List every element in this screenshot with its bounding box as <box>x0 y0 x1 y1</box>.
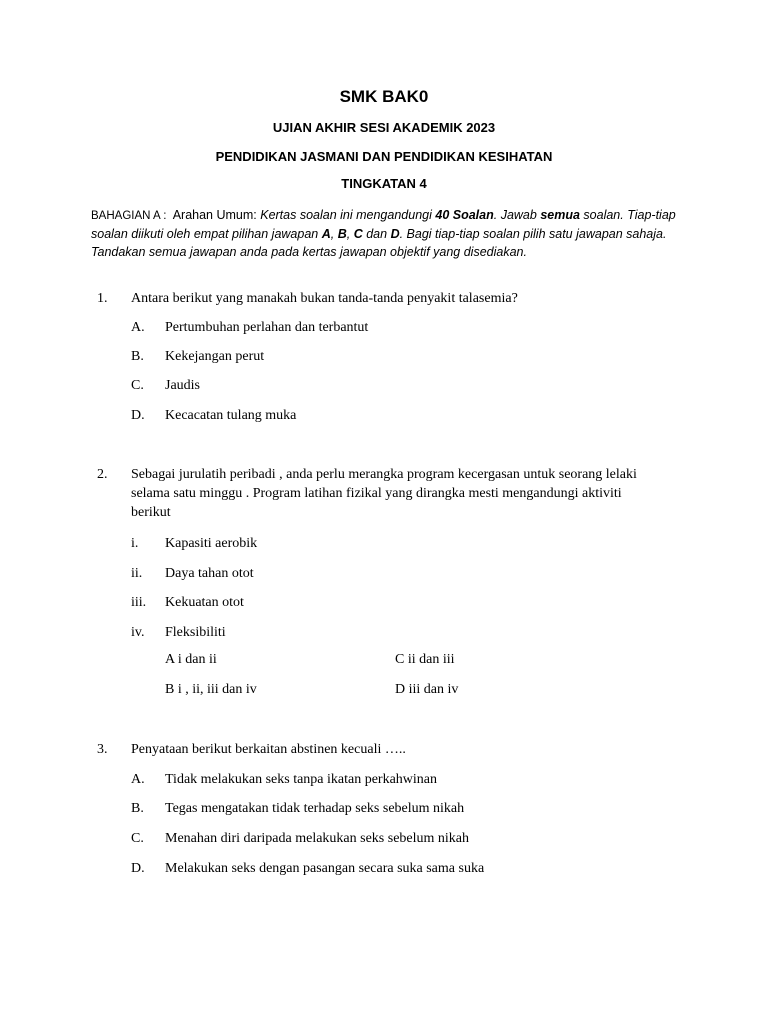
item-label: i. <box>131 536 139 551</box>
question-number: 2. <box>97 467 108 482</box>
answer-c: C ii dan iii <box>395 652 455 667</box>
part-label: BAHAGIAN A : <box>91 210 167 222</box>
option-text: Kekejangan perut <box>165 349 265 364</box>
option-text: Kecacatan tulang muka <box>165 408 297 423</box>
instruction-text-3: soalan. Tiap-tiap soalan diikuti oleh empat pilihan jawapan <box>91 208 676 241</box>
option-label: B. <box>131 801 144 816</box>
option-label: D. <box>131 408 145 423</box>
comma-2: , <box>346 227 351 241</box>
answer-b: B i , ii, iii dan iv <box>165 682 257 697</box>
instruction-text-4: . Bagi tiap-tiap soalan pilih satu jawapan sahaja. Tandakan semua jawapan anda pada kertas jawapan objektif yang disediakan. <box>91 227 667 259</box>
instruction-text-1: Kertas soalan ini mengandungi <box>260 208 432 222</box>
option-label: B. <box>131 349 144 364</box>
option-text: Tidak melakukan seks tanpa ikatan perkahwinan <box>165 772 438 787</box>
option-label: A. <box>131 772 145 787</box>
school-title: SMK BAK0 <box>339 87 429 106</box>
item-label: ii. <box>131 566 143 581</box>
comma-1: , <box>330 227 335 241</box>
exam-title: UJIAN AKHIR SESI AKADEMIK 2023 <box>272 120 496 135</box>
question-number: 3. <box>97 742 108 757</box>
item-text: Kekuatan otot <box>165 595 244 610</box>
question-text: Sebagai jurulatih peribadi , anda perlu merangka program kecergasan untuk seorang lelaki selama satu minggu . Program latihan fizikal yang dirangka mesti mengandungi aktiviti berikut <box>131 467 637 520</box>
question-text: Antara berikut yang manakah bukan tanda-tanda penyakit talasemia? <box>131 291 518 306</box>
option-text: Pertumbuhan perlahan dan terbantut <box>165 320 369 335</box>
choice-b: B <box>337 227 347 241</box>
instruction-and: dan <box>366 227 388 241</box>
option-label: A. <box>131 320 145 335</box>
answer-a: A i dan ii <box>165 652 217 667</box>
item-text: Kapasiti aerobik <box>165 536 258 551</box>
instruction-text-2: . Jawab <box>493 208 537 222</box>
option-label: D. <box>131 861 145 876</box>
option-label: C. <box>131 831 144 846</box>
question-text: Penyataan berikut berkaitan abstinen kecuali ….. <box>131 742 406 757</box>
instructions <box>91 206 681 261</box>
option-text: Jaudis <box>165 378 200 393</box>
answer-d: D iii dan iv <box>395 682 459 697</box>
option-text: Tegas mengatakan tidak terhadap seks sebelum nikah <box>165 801 465 816</box>
item-text: Fleksibiliti <box>165 625 226 640</box>
subject-title: PENDIDIKAN JASMANI DAN PENDIDIKAN KESIHATAN <box>215 149 553 164</box>
option-text: Melakukan seks dengan pasangan secara suka sama suka <box>165 861 485 876</box>
level-title: TINGKATAN 4 <box>341 176 427 191</box>
option-label: C. <box>131 378 144 393</box>
item-text: Daya tahan otot <box>165 566 254 581</box>
question-count: 40 Soalan <box>435 208 494 222</box>
choice-d: D <box>390 227 400 241</box>
item-label: iv. <box>131 625 145 640</box>
choice-a: A <box>321 227 331 241</box>
instruction-all: semua <box>540 208 580 222</box>
option-text: Menahan diri daripada melakukan seks sebelum nikah <box>165 831 470 846</box>
choice-c: C <box>353 227 363 241</box>
question-number: 1. <box>97 291 108 306</box>
item-label: iii. <box>131 595 147 610</box>
instruction-lead: Arahan Umum: <box>172 208 257 222</box>
